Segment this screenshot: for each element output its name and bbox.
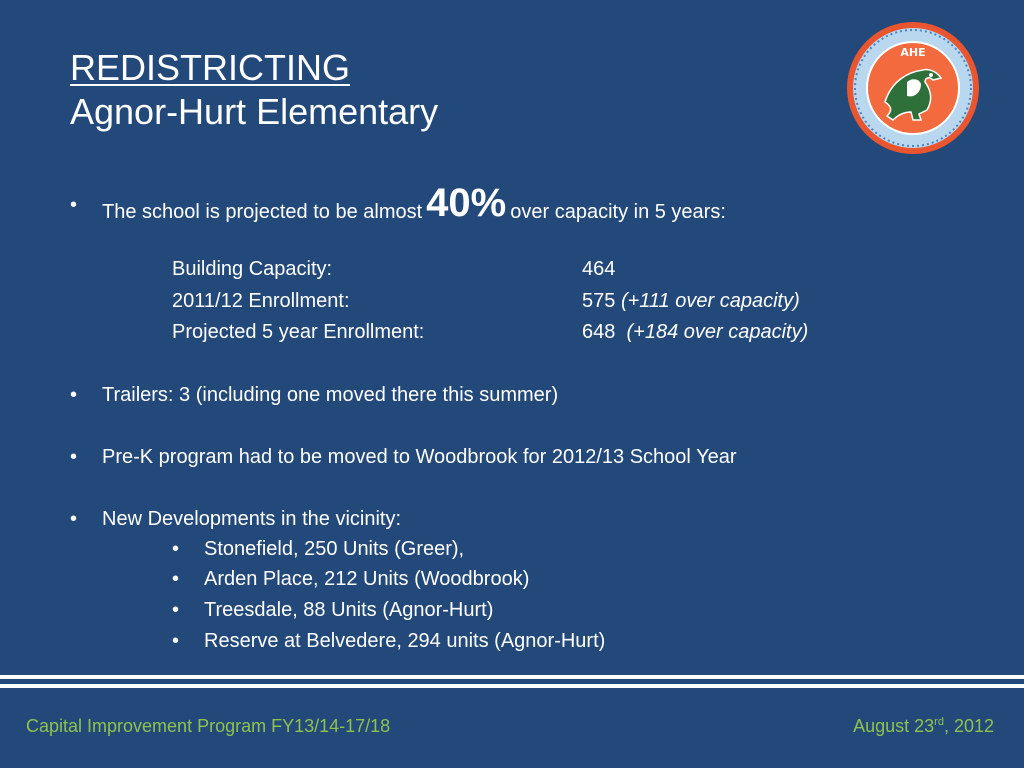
development-text: Treesdale, 88 Units (Agnor-Hurt) [204,599,494,621]
capacity-percent: 40% [426,181,507,225]
title-school-name: Agnor-Hurt Elementary [70,91,439,132]
bullet-capacity-text [102,181,726,225]
stat-number: 464 [582,258,616,280]
bullet-trailers-text: Trailers: 3 (including one moved there this summer) [102,384,559,406]
bullet-glyph: • [172,599,180,621]
title-redistricting: REDISTRICTING [70,47,351,88]
stat-note: (+111 over capacity) [620,290,800,312]
footer-date [853,716,994,737]
stat-value [582,258,615,281]
stat-row [172,290,872,320]
stat-number: 648 [582,321,616,343]
stat-row [172,321,872,351]
logo-text: AHE [900,46,926,59]
bullet-prek-text: Pre-K program had to be moved to Woodbrook for 2012/13 School Year [102,446,737,468]
divider [0,675,1024,679]
bullet-glyph: • [172,630,180,652]
development-text: Stonefield, 250 Units (Greer), [204,538,465,560]
stat-row [172,258,872,288]
bullet-glyph: • [70,194,78,216]
bullet-glyph: • [70,384,78,406]
development-text: Reserve at Belvedere, 294 units (Agnor-Hurt) [204,630,606,652]
date-year: , 2012 [943,716,994,736]
date-main: August 23 [853,716,935,736]
capacity-after: over capacity in 5 years: [510,201,726,223]
stat-value [582,321,808,344]
stat-note: (+184 over capacity) [626,321,809,343]
stat-number: 575 [582,290,616,312]
stat-label: 2011/12 Enrollment: [172,290,350,312]
slide-title [70,46,438,134]
school-logo [845,20,981,156]
bullet-glyph: • [172,568,180,590]
bullet-glyph: • [70,508,78,530]
stat-label: Building Capacity: [172,258,333,280]
bullet-developments-text: New Developments in the vicinity: [102,508,402,530]
stat-value [582,290,800,313]
footer-program: Capital Improvement Program FY13/14-17/18 [26,716,391,736]
date-suffix: rd [934,716,944,728]
development-text: Arden Place, 212 Units (Woodbrook) [204,568,530,590]
capacity-before: The school is projected to be almost [102,201,423,223]
divider [0,684,1024,688]
bullet-glyph: • [70,446,78,468]
stat-label: Projected 5 year Enrollment: [172,321,425,343]
bullet-glyph: • [172,538,180,560]
